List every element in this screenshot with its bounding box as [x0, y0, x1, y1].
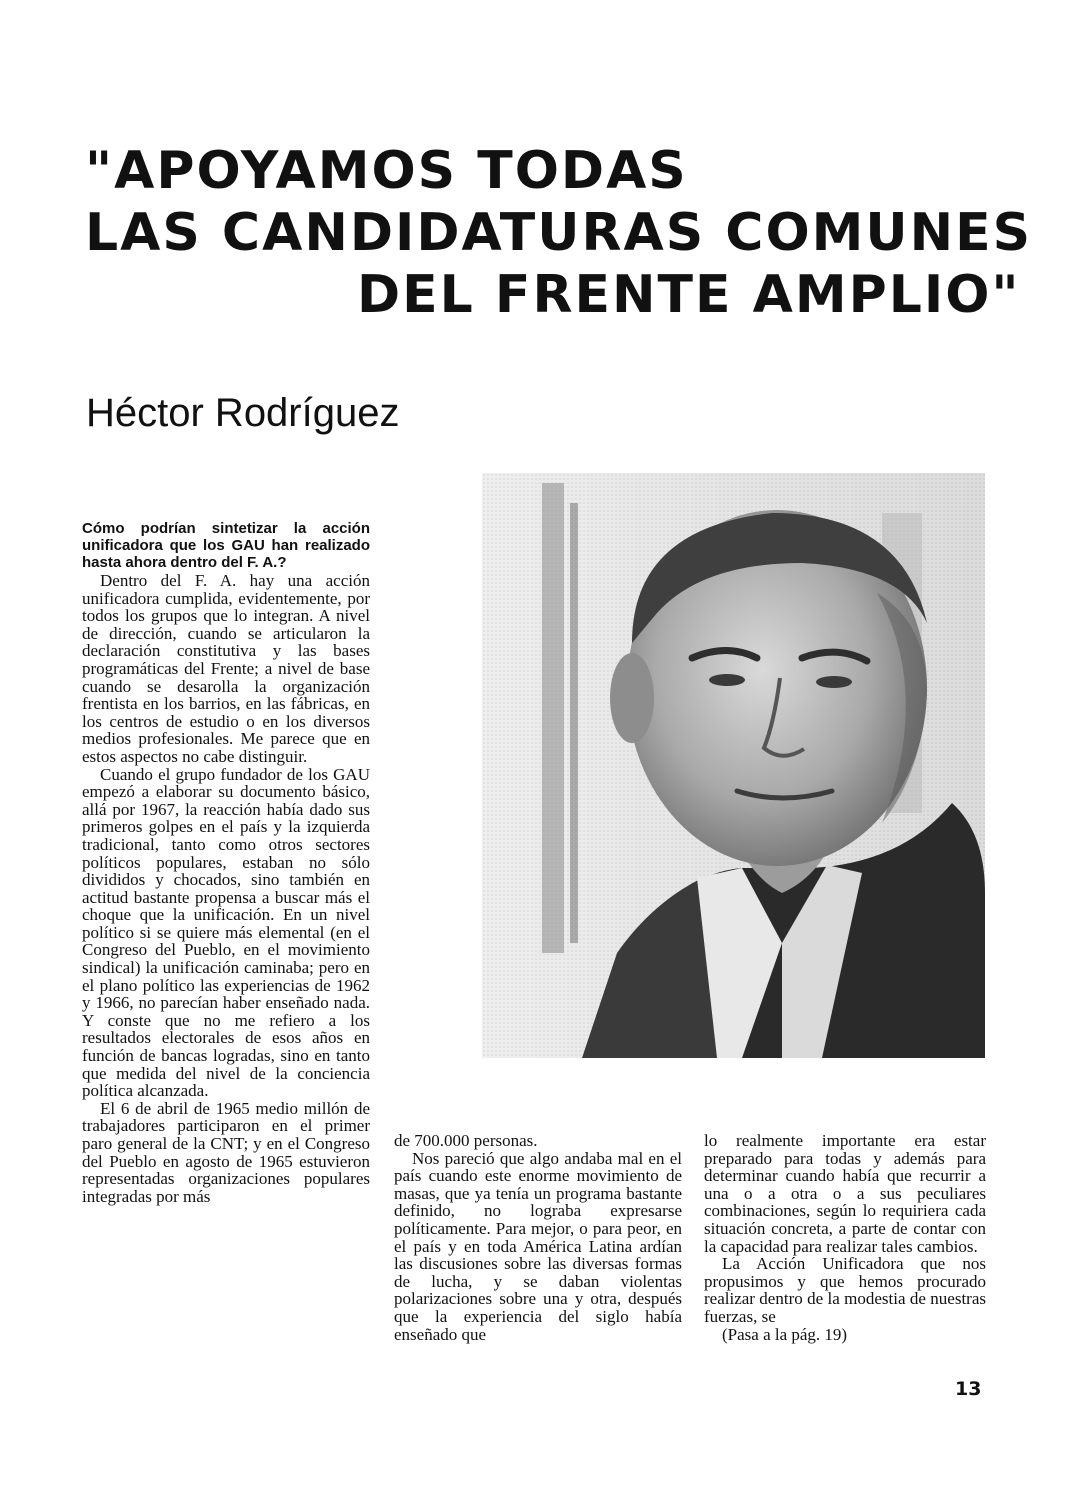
portrait-photo: [482, 473, 985, 1058]
paragraph: Cuando el grupo fundador de los GAU empezó a elaborar su documento básico, allá por 1967, la reacción había dado sus primeros golpes en el país y la izquierda tradicional, tanto como otros sectores políticos populares, estaban no sólo divididos y chocados, sino también en actitud bastante propensa a buscar más el choque que la unificación. En un nivel político si se quiere más elemental (en el Congreso del Pueblo, en el movimiento sindical) la unificación caminaba; pero en el plano político las experiencias de 1962 y 1966, no parecían haber enseñado nada. Y conste que no me refiero a los resultados electorales de esos años en función de bancas logradas, sino en tanto que medida del nivel de la conciencia política alcanzada.: [82, 764, 370, 1101]
interview-question: Cómo podrían sintetizar la acción unificadora que los GAU han realizado hasta ahora dentro del F. A.?: [82, 520, 370, 571]
portrait-illustration: [482, 473, 985, 1058]
paragraph: El 6 de abril de 1965 medio millón de trabajadores participaron en el primer paro general de la CNT; y en el Congreso del Pueblo en agosto de 1965 estuvieron representadas organizaciones populares integradas por más: [82, 1098, 370, 1206]
headline-line-3: DEL FRENTE AMPLIO": [357, 265, 1021, 325]
paragraph: de 700.000 personas.: [394, 1131, 538, 1150]
continued-note: (Pasa a la pág. 19): [722, 1324, 848, 1344]
author-name: Héctor Rodríguez: [86, 391, 400, 435]
headline-line-2: LAS CANDIDATURAS COMUNES: [85, 203, 1033, 263]
paragraph: Dentro del F. A. hay una acción unificadora cumplida, evidentemente, por todos los grupos que lo integran. A nivel de dirección, cuando se articularon la declaración constitutiva y las bases programáticas del Frente; a nivel de base cuando se desarolla la organización frentista en los barrios, en las fábricas, en los centros de estudio o en los diversos medios profesionales. Me parece que en estos aspectos no cabe distinguir.: [82, 571, 370, 766]
article-headline: [85, 140, 1033, 326]
text-column-1: [82, 520, 370, 1205]
paragraph: La Acción Unificadora que nos propusimos y que hemos procurado realizar dentro de la modestia de nuestras fuerzas, se: [704, 1254, 986, 1326]
paragraph: Nos pareció que algo andaba mal en el país cuando este enorme movimiento de masas, que ya tenía un programa bastante definido, no lograba expresarse políticamente. Para mejor, o para peor, en el país y en toda América Latina ardían las discusiones sobre las diversas formas de lucha, y se daban violentas polarizaciones sobre una y otra, después que la experiencia del siglo había enseñado que: [394, 1148, 682, 1344]
page-number: 13: [955, 1378, 982, 1400]
text-column-2: [394, 1132, 682, 1343]
text-column-3: [704, 1132, 986, 1343]
headline-line-1: "APOYAMOS TODAS: [85, 141, 688, 201]
paragraph: lo realmente importante era estar preparado para todas y además para determinar cuando había que recurrir a una o a otra o a sus peculiares combinaciones, según lo requiriera cada situación concreta, a parte de contar con la capacidad para realizar tales cambios.: [704, 1131, 986, 1256]
